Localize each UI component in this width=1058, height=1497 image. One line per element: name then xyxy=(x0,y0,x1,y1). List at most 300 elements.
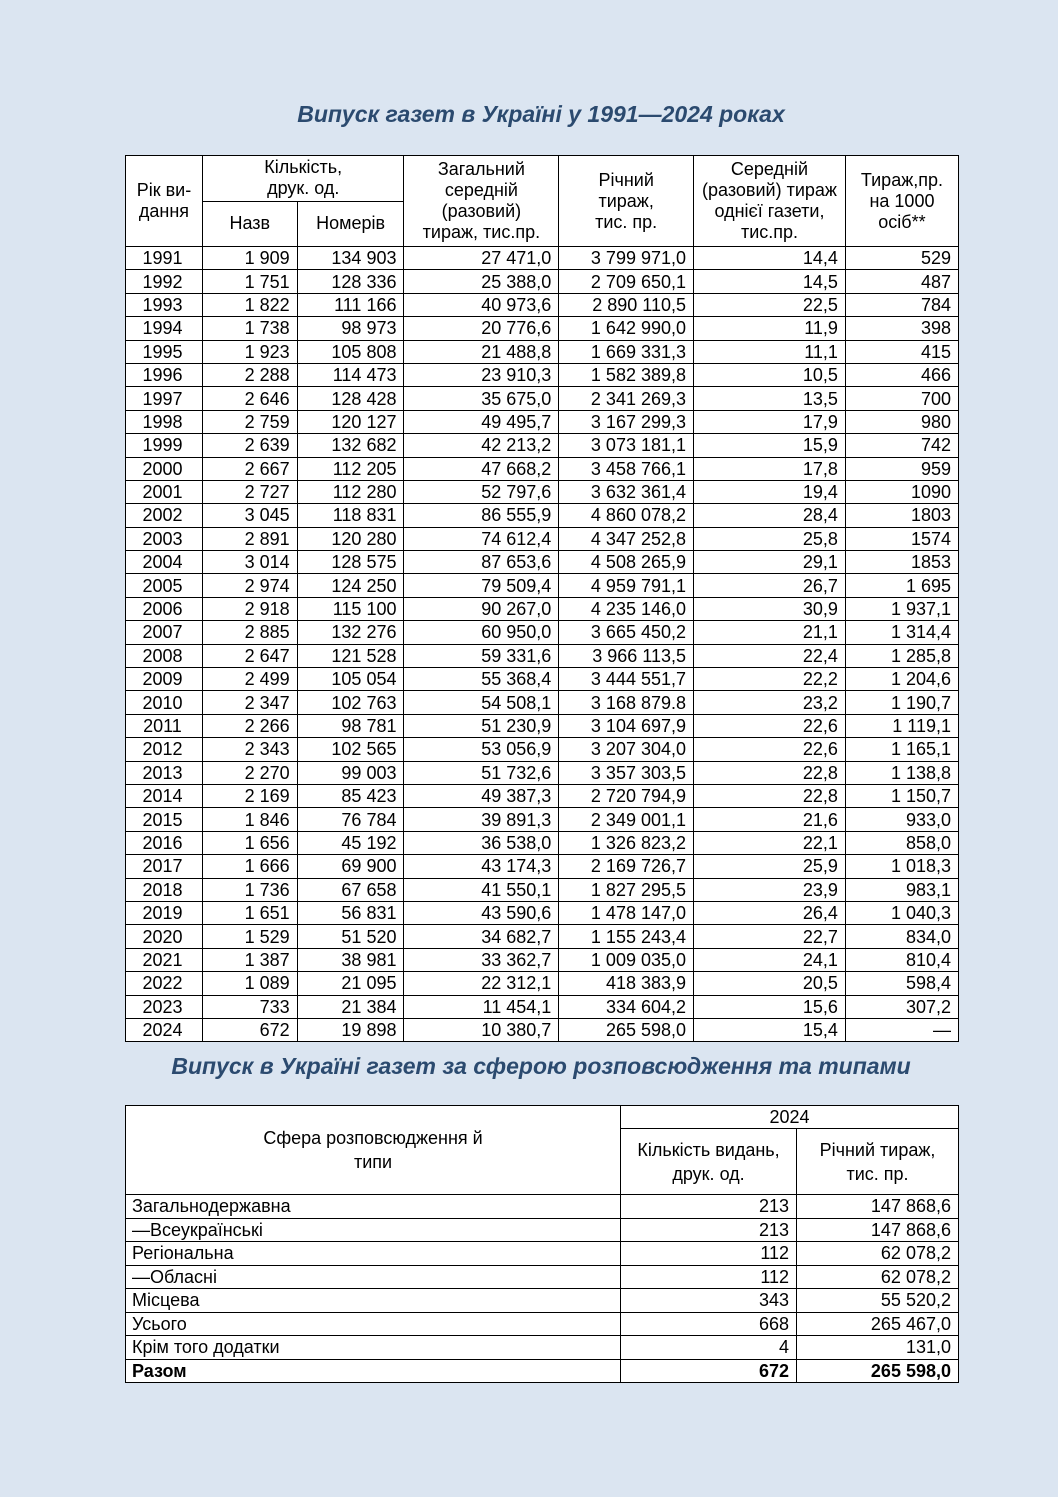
table-row xyxy=(126,247,959,270)
table-cell: 98 973 xyxy=(297,317,404,340)
table-cell: 2 499 xyxy=(202,668,297,691)
table-cell: 1 827 295,5 xyxy=(559,878,694,901)
table-cell: 1991 xyxy=(126,247,203,270)
table-cell: 3 207 304,0 xyxy=(559,738,694,761)
table-cell: 24,1 xyxy=(694,948,846,971)
table-cell: 55 368,4 xyxy=(404,668,559,691)
table-cell: 1 846 xyxy=(202,808,297,831)
table-cell: 2021 xyxy=(126,948,203,971)
table-cell: 1995 xyxy=(126,340,203,363)
table-cell: 1 190,7 xyxy=(845,691,958,714)
table-cell: 102 763 xyxy=(297,691,404,714)
table-row xyxy=(126,855,959,878)
table-cell: 2000 xyxy=(126,457,203,480)
table-cell: 2014 xyxy=(126,784,203,807)
table-cell: 668 xyxy=(621,1312,797,1336)
table-cell: 1 009 035,0 xyxy=(559,948,694,971)
table-cell: 33 362,7 xyxy=(404,948,559,971)
table-cell: 112 xyxy=(621,1242,797,1266)
header-avg-one: Середній (разовий) тираж однієї газети, тис.пр. xyxy=(694,156,846,247)
table-cell: 2002 xyxy=(126,504,203,527)
table-cell: 2 647 xyxy=(202,644,297,667)
table-cell: 3 458 766,1 xyxy=(559,457,694,480)
table-row xyxy=(126,691,959,714)
table-cell: 415 xyxy=(845,340,958,363)
table-cell: 1 040,3 xyxy=(845,901,958,924)
table-cell: 76 784 xyxy=(297,808,404,831)
table-cell: 1803 xyxy=(845,504,958,527)
table-cell: 733 xyxy=(202,995,297,1018)
table-cell: 22,2 xyxy=(694,668,846,691)
table-cell: 1 651 xyxy=(202,901,297,924)
table-cell: 398 xyxy=(845,317,958,340)
table-cell: 86 555,9 xyxy=(404,504,559,527)
table-cell: 25 388,0 xyxy=(404,270,559,293)
header-per-1000: Тираж,пр. на 1000 осіб** xyxy=(845,156,958,247)
header-annual-circulation: Річний тираж, тис. пр. xyxy=(797,1129,959,1195)
table-cell: 111 166 xyxy=(297,293,404,316)
table-cell: 2006 xyxy=(126,597,203,620)
table-cell: 134 903 xyxy=(297,247,404,270)
table-cell: 74 612,4 xyxy=(404,527,559,550)
table-cell: 99 003 xyxy=(297,761,404,784)
table-cell: 112 xyxy=(621,1265,797,1289)
table-row xyxy=(126,1312,959,1336)
table-cell: 56 831 xyxy=(297,901,404,924)
table-cell: 742 xyxy=(845,434,958,457)
table-row xyxy=(126,1289,959,1313)
newspapers-by-year-table xyxy=(125,155,959,1042)
table-cell: 21 488,8 xyxy=(404,340,559,363)
table-cell: 15,6 xyxy=(694,995,846,1018)
table-cell: 1 387 xyxy=(202,948,297,971)
table-row xyxy=(126,948,959,971)
table-cell: 120 280 xyxy=(297,527,404,550)
table-cell: 26,7 xyxy=(694,574,846,597)
table-cell: 1574 xyxy=(845,527,958,550)
table-cell: 55 520,2 xyxy=(797,1289,959,1313)
table-cell: 2018 xyxy=(126,878,203,901)
table-cell: 2008 xyxy=(126,644,203,667)
table-row xyxy=(126,644,959,667)
table-cell: 3 632 361,4 xyxy=(559,480,694,503)
table-cell: 128 575 xyxy=(297,551,404,574)
table-cell: 1 155 243,4 xyxy=(559,925,694,948)
table-row xyxy=(126,317,959,340)
table-cell: — xyxy=(845,1018,958,1041)
table-cell: 2004 xyxy=(126,551,203,574)
header-issues: Номерів xyxy=(297,201,404,247)
newspapers-by-sphere-table xyxy=(125,1105,959,1383)
table-cell: 598,4 xyxy=(845,972,958,995)
table-cell: 834,0 xyxy=(845,925,958,948)
table-cell: 124 250 xyxy=(297,574,404,597)
table-cell: 2007 xyxy=(126,621,203,644)
table-cell: 2 709 650,1 xyxy=(559,270,694,293)
table-cell: 2 169 xyxy=(202,784,297,807)
table-cell: 26,4 xyxy=(694,901,846,924)
table-cell: 1 695 xyxy=(845,574,958,597)
table-cell: 4 235 146,0 xyxy=(559,597,694,620)
table-row xyxy=(126,1242,959,1266)
table-cell: 19 898 xyxy=(297,1018,404,1041)
table-cell: 23,2 xyxy=(694,691,846,714)
table-cell: 2 347 xyxy=(202,691,297,714)
table-row xyxy=(126,363,959,386)
table-cell: 213 xyxy=(621,1218,797,1242)
table-cell: 22,5 xyxy=(694,293,846,316)
table-row xyxy=(126,831,959,854)
table-cell: 1 822 xyxy=(202,293,297,316)
header-titles: Назв xyxy=(202,201,297,247)
table-cell: 128 336 xyxy=(297,270,404,293)
table-cell: 4 508 265,9 xyxy=(559,551,694,574)
table-cell: 1 326 823,2 xyxy=(559,831,694,854)
table-cell: 1993 xyxy=(126,293,203,316)
table-cell: 120 127 xyxy=(297,410,404,433)
table-cell: 2016 xyxy=(126,831,203,854)
table-cell: Разом xyxy=(126,1359,621,1383)
table-cell: 105 054 xyxy=(297,668,404,691)
table-cell: 79 509,4 xyxy=(404,574,559,597)
table-cell: 213 xyxy=(621,1195,797,1219)
table-cell: 22,6 xyxy=(694,738,846,761)
table-cell: 265 467,0 xyxy=(797,1312,959,1336)
table-cell: 2 349 001,1 xyxy=(559,808,694,831)
table-cell: 2 169 726,7 xyxy=(559,855,694,878)
table-cell: 51 732,6 xyxy=(404,761,559,784)
table-cell: 3 167 299,3 xyxy=(559,410,694,433)
table-row xyxy=(126,808,959,831)
table-cell: 3 966 113,5 xyxy=(559,644,694,667)
table-cell: 1 314,4 xyxy=(845,621,958,644)
table-cell: 1 923 xyxy=(202,340,297,363)
table-cell: 147 868,6 xyxy=(797,1218,959,1242)
table-cell: 2012 xyxy=(126,738,203,761)
table-cell: 3 014 xyxy=(202,551,297,574)
table-row xyxy=(126,668,959,691)
table-cell: 47 668,2 xyxy=(404,457,559,480)
table-cell: 25,8 xyxy=(694,527,846,550)
header-count-group: Кількість, друк. од. xyxy=(202,156,404,202)
table-cell: 2001 xyxy=(126,480,203,503)
table-cell: 858,0 xyxy=(845,831,958,854)
table-row xyxy=(126,410,959,433)
table-cell: —Обласні xyxy=(126,1265,621,1289)
table-cell: 2005 xyxy=(126,574,203,597)
table-cell: 10 380,7 xyxy=(404,1018,559,1041)
table-row xyxy=(126,761,959,784)
table-cell: 1 642 990,0 xyxy=(559,317,694,340)
table-cell: 2 667 xyxy=(202,457,297,480)
table-cell: 2 974 xyxy=(202,574,297,597)
table-cell: 1 150,7 xyxy=(845,784,958,807)
table-cell: 15,4 xyxy=(694,1018,846,1041)
table-row xyxy=(126,995,959,1018)
table-cell: 43 174,3 xyxy=(404,855,559,878)
table-cell: 42 213,2 xyxy=(404,434,559,457)
table-row xyxy=(126,738,959,761)
table-cell: 3 799 971,0 xyxy=(559,247,694,270)
table-cell: 22,1 xyxy=(694,831,846,854)
table-cell: 14,5 xyxy=(694,270,846,293)
table-cell: 40 973,6 xyxy=(404,293,559,316)
table-cell: 87 653,6 xyxy=(404,551,559,574)
table-cell: 13,5 xyxy=(694,387,846,410)
table-row xyxy=(126,901,959,924)
table-cell: 98 781 xyxy=(297,714,404,737)
table-cell: 14,4 xyxy=(694,247,846,270)
table-cell: 60 950,0 xyxy=(404,621,559,644)
table-row xyxy=(126,551,959,574)
table-cell: 3 073 181,1 xyxy=(559,434,694,457)
table-cell: 2009 xyxy=(126,668,203,691)
table-cell: 265 598,0 xyxy=(559,1018,694,1041)
table-cell: 3 444 551,7 xyxy=(559,668,694,691)
table-cell: 115 100 xyxy=(297,597,404,620)
table-cell: 22 312,1 xyxy=(404,972,559,995)
table-cell: 38 981 xyxy=(297,948,404,971)
header-annual: Річний тираж, тис. пр. xyxy=(559,156,694,247)
table-row xyxy=(126,1336,959,1360)
table-cell: 3 357 303,5 xyxy=(559,761,694,784)
table-row xyxy=(126,340,959,363)
table-cell: 4 860 078,2 xyxy=(559,504,694,527)
table-cell: 10,5 xyxy=(694,363,846,386)
table-cell: 41 550,1 xyxy=(404,878,559,901)
page-title: Випуск газет в Україні у 1991—2024 роках xyxy=(297,101,785,127)
table-cell: 21,6 xyxy=(694,808,846,831)
table-cell: 2020 xyxy=(126,925,203,948)
table-cell: 1 478 147,0 xyxy=(559,901,694,924)
table-cell: 487 xyxy=(845,270,958,293)
table-cell: 1 285,8 xyxy=(845,644,958,667)
table-cell: 118 831 xyxy=(297,504,404,527)
table-cell: 59 331,6 xyxy=(404,644,559,667)
table-cell: 54 508,1 xyxy=(404,691,559,714)
table-row xyxy=(126,621,959,644)
table-cell: 2 759 xyxy=(202,410,297,433)
table-cell: 49 387,3 xyxy=(404,784,559,807)
table-cell: 51 230,9 xyxy=(404,714,559,737)
table-cell: 2024 xyxy=(126,1018,203,1041)
table-cell: 933,0 xyxy=(845,808,958,831)
table-cell: 112 205 xyxy=(297,457,404,480)
table-cell: 2 343 xyxy=(202,738,297,761)
table-cell: 85 423 xyxy=(297,784,404,807)
table-row xyxy=(126,972,959,995)
table-cell: 22,7 xyxy=(694,925,846,948)
table-cell: 2 720 794,9 xyxy=(559,784,694,807)
table-cell: 307,2 xyxy=(845,995,958,1018)
table-cell: 810,4 xyxy=(845,948,958,971)
table-cell: 1 529 xyxy=(202,925,297,948)
table-row xyxy=(126,527,959,550)
table-cell: 700 xyxy=(845,387,958,410)
table-cell: 27 471,0 xyxy=(404,247,559,270)
table-cell: 51 520 xyxy=(297,925,404,948)
table-cell: 30,9 xyxy=(694,597,846,620)
header-year: Рік ви-дання xyxy=(126,156,203,247)
table-cell: 1 204,6 xyxy=(845,668,958,691)
table-cell: 128 428 xyxy=(297,387,404,410)
table-cell: 672 xyxy=(202,1018,297,1041)
table-cell: 1 656 xyxy=(202,831,297,854)
table-cell: 2019 xyxy=(126,901,203,924)
table-cell: —Всеукраїнські xyxy=(126,1218,621,1242)
table-cell: 11,9 xyxy=(694,317,846,340)
table-cell: 22,8 xyxy=(694,761,846,784)
table-cell: 112 280 xyxy=(297,480,404,503)
table-cell: 2010 xyxy=(126,691,203,714)
header-total-avg: Загальний середній (разовий) тираж, тис.пр. xyxy=(404,156,559,247)
table-cell: 2 270 xyxy=(202,761,297,784)
table-cell: 20,5 xyxy=(694,972,846,995)
table-cell: 23,9 xyxy=(694,878,846,901)
table-cell: 2013 xyxy=(126,761,203,784)
table-cell: 2017 xyxy=(126,855,203,878)
table-cell: 1999 xyxy=(126,434,203,457)
table-cell: 2003 xyxy=(126,527,203,550)
table-cell: 21,1 xyxy=(694,621,846,644)
table-cell: 1 937,1 xyxy=(845,597,958,620)
table-row xyxy=(126,878,959,901)
table-cell: Загальнодержавна xyxy=(126,1195,621,1219)
table-cell: 3 168 879.8 xyxy=(559,691,694,714)
table-cell: 1 738 xyxy=(202,317,297,340)
table-cell: 131,0 xyxy=(797,1336,959,1360)
table-cell: 1 666 xyxy=(202,855,297,878)
table-cell: 2022 xyxy=(126,972,203,995)
table-cell: 1 582 389,8 xyxy=(559,363,694,386)
table-cell: Крім того додатки xyxy=(126,1336,621,1360)
table-cell: 1 119,1 xyxy=(845,714,958,737)
table-row xyxy=(126,1218,959,1242)
table-cell: 3 045 xyxy=(202,504,297,527)
table-cell: 1090 xyxy=(845,480,958,503)
table-cell: 466 xyxy=(845,363,958,386)
table-cell: 114 473 xyxy=(297,363,404,386)
table-cell: 1 751 xyxy=(202,270,297,293)
table-cell: 983,1 xyxy=(845,878,958,901)
table-cell: 1997 xyxy=(126,387,203,410)
table-cell: 62 078,2 xyxy=(797,1265,959,1289)
table-cell: 1 018,3 xyxy=(845,855,958,878)
table-cell: 147 868,6 xyxy=(797,1195,959,1219)
table-cell: 1994 xyxy=(126,317,203,340)
table-cell: 2 639 xyxy=(202,434,297,457)
table-cell: 1 736 xyxy=(202,878,297,901)
table-cell: 21 384 xyxy=(297,995,404,1018)
table-cell: 1 669 331,3 xyxy=(559,340,694,363)
table-row xyxy=(126,504,959,527)
table-row xyxy=(126,293,959,316)
table-row xyxy=(126,434,959,457)
table-cell: 1998 xyxy=(126,410,203,433)
table-cell: 25,9 xyxy=(694,855,846,878)
table-row xyxy=(126,597,959,620)
table-cell: 53 056,9 xyxy=(404,738,559,761)
table-cell: 265 598,0 xyxy=(797,1359,959,1383)
table-cell: 2 891 xyxy=(202,527,297,550)
table-cell: 102 565 xyxy=(297,738,404,761)
table-cell: 35 675,0 xyxy=(404,387,559,410)
table-cell: 2 727 xyxy=(202,480,297,503)
table-cell: 3 665 450,2 xyxy=(559,621,694,644)
table-cell: 784 xyxy=(845,293,958,316)
table-cell: 22,4 xyxy=(694,644,846,667)
table-cell: 22,8 xyxy=(694,784,846,807)
table-cell: 1992 xyxy=(126,270,203,293)
table-cell: 672 xyxy=(621,1359,797,1383)
table-cell: 11 454,1 xyxy=(404,995,559,1018)
table-cell: 418 383,9 xyxy=(559,972,694,995)
table-cell: 2023 xyxy=(126,995,203,1018)
table-cell: 39 891,3 xyxy=(404,808,559,831)
table-cell: 2 885 xyxy=(202,621,297,644)
table-cell: 19,4 xyxy=(694,480,846,503)
table-cell: 343 xyxy=(621,1289,797,1313)
table-cell: 36 538,0 xyxy=(404,831,559,854)
table-cell: 52 797,6 xyxy=(404,480,559,503)
table-cell: 132 682 xyxy=(297,434,404,457)
table-row xyxy=(126,925,959,948)
table-cell: 1996 xyxy=(126,363,203,386)
table-cell: 1 165,1 xyxy=(845,738,958,761)
table-cell: 1 909 xyxy=(202,247,297,270)
table-cell: 3 104 697,9 xyxy=(559,714,694,737)
table-cell: 1 089 xyxy=(202,972,297,995)
table-row xyxy=(126,457,959,480)
table-cell: 2 341 269,3 xyxy=(559,387,694,410)
table-cell: 20 776,6 xyxy=(404,317,559,340)
table-cell: 2 890 110,5 xyxy=(559,293,694,316)
header-year-2024: 2024 xyxy=(621,1106,959,1129)
table-cell: 22,6 xyxy=(694,714,846,737)
table-cell: 49 495,7 xyxy=(404,410,559,433)
total-row xyxy=(126,1359,959,1383)
table-cell: 29,1 xyxy=(694,551,846,574)
header-count: Кількість видань, друк. од. xyxy=(621,1129,797,1195)
table-cell: 2 288 xyxy=(202,363,297,386)
table-cell: 4 959 791,1 xyxy=(559,574,694,597)
table-cell: Регіональна xyxy=(126,1242,621,1266)
table-cell: 132 276 xyxy=(297,621,404,644)
header-sphere: Сфера розповсюдження й типи xyxy=(126,1106,621,1195)
table-cell: 67 658 xyxy=(297,878,404,901)
table-cell: 90 267,0 xyxy=(404,597,559,620)
table-row xyxy=(126,1265,959,1289)
table-cell: 2011 xyxy=(126,714,203,737)
table-cell: 15,9 xyxy=(694,434,846,457)
table-cell: 23 910,3 xyxy=(404,363,559,386)
table-row xyxy=(126,1195,959,1219)
table-row xyxy=(126,480,959,503)
table-row xyxy=(126,387,959,410)
table-cell: 1 138,8 xyxy=(845,761,958,784)
table-cell: 529 xyxy=(845,247,958,270)
table-row xyxy=(126,1018,959,1041)
table-row xyxy=(126,784,959,807)
table-cell: 105 808 xyxy=(297,340,404,363)
table-cell: Усього xyxy=(126,1312,621,1336)
table-cell: 4 xyxy=(621,1336,797,1360)
table-cell: 1853 xyxy=(845,551,958,574)
table-cell: 34 682,7 xyxy=(404,925,559,948)
table-cell: 2 646 xyxy=(202,387,297,410)
table-cell: 28,4 xyxy=(694,504,846,527)
table-cell: 2 266 xyxy=(202,714,297,737)
